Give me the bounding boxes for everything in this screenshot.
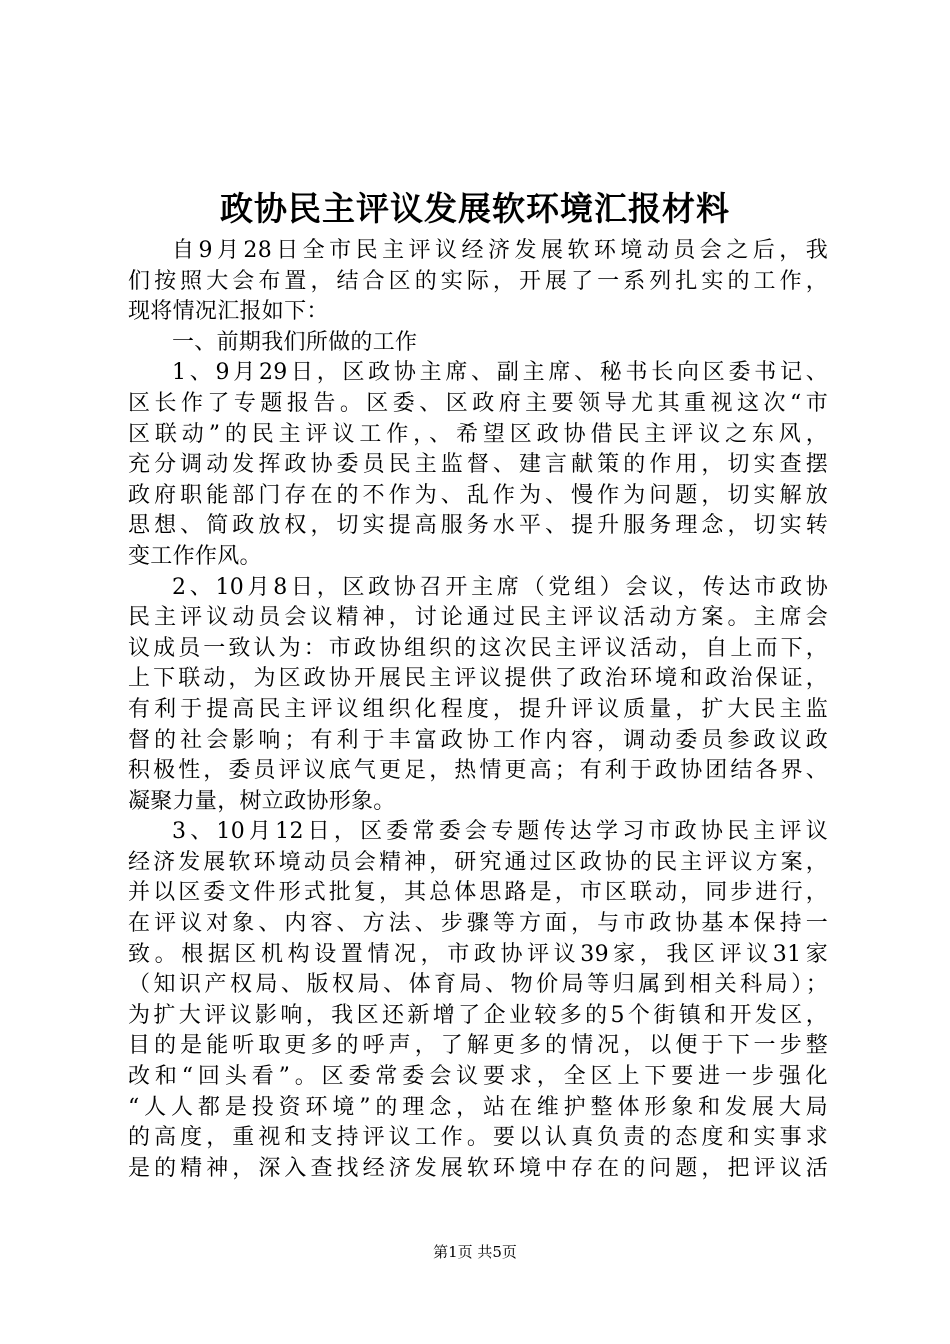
body-line: 一、前期我们所做的工作 (172, 329, 418, 355)
document-title: 政协民主评议发展软环境汇报材料 (220, 189, 730, 228)
document-body (128, 236, 828, 1184)
body-line: 为扩大评议影响，我区还新增了企业较多的5个街镇和开发区， (128, 1002, 828, 1028)
body-line: 凝聚力量，树立政协形象。 (128, 788, 396, 814)
body-line: 政府职能部门存在的不作为、乱作为、慢作为问题，切实解放 (128, 482, 828, 508)
body-line: 充分调动发挥政协委员民主监督、建言献策的作用，切实查摆 (128, 452, 828, 478)
body-line: 经济发展软环境动员会精神，研究通过区政协的民主评议方案， (128, 849, 828, 875)
body-line: 现将情况汇报如下： (128, 299, 329, 325)
body-line: 2、10月8日，区政协召开主席（党组）会议，传达市政协 (172, 574, 828, 600)
body-line: （知识产权局、版权局、体育局、物价局等归属到相关科局）； (128, 972, 828, 998)
body-line: 致。根据区机构设置情况，市政协评议39家，我区评议31家 (128, 941, 828, 967)
body-line: 的高度，重视和支持评议工作。要以认真负责的态度和实事求 (128, 1125, 828, 1151)
body-line: 变工作作风。 (128, 543, 262, 569)
body-line: 目的是能听取更多的呼声，了解更多的情况，以便于下一步整 (128, 1033, 828, 1059)
body-line: 自9月28日全市民主评议经济发展软环境动员会之后，我 (172, 238, 828, 263)
body-line: 在评议对象、内容、方法、步骤等方面，与市政协基本保持一 (128, 911, 828, 937)
body-line: 1、9月29日，区政协主席、副主席、秘书长向区委书记、 (172, 360, 828, 386)
body-line: 积极性，委员评议底气更足，热情更高；有利于政协团结各界、 (128, 758, 828, 784)
body-line: 区联动”的民主评议工作，、希望区政协借民主评议之东风， (128, 421, 828, 447)
body-line: 并以区委文件形式批复，其总体思路是，市区联动，同步进行， (128, 880, 828, 906)
body-line: 区长作了专题报告。区委、区政府主要领导尤其重视这次“市 (128, 390, 828, 416)
body-line: 民主评议动员会议精神，讨论通过民主评议活动方案。主席会 (128, 605, 828, 631)
body-line: 议成员一致认为：市政协组织的这次民主评议活动，自上而下， (128, 635, 828, 661)
body-line: “人人都是投资环境”的理念，站在维护整体形象和发展大局 (128, 1094, 828, 1120)
body-line: 们按照大会布置，结合区的实际，开展了一系列扎实的工作， (128, 268, 828, 294)
page-footer: 第1页 共5页 (433, 1243, 517, 1261)
body-line: 督的社会影响；有利于丰富政协工作内容，调动委员参政议政 (128, 727, 828, 753)
body-line: 改和“回头看”。区委常委会议要求，全区上下要进一步强化 (128, 1064, 828, 1090)
body-line: 上下联动，为区政协开展民主评议提供了政治环境和政治保证， (128, 666, 828, 692)
body-line: 3、10月12日，区委常委会专题传达学习市政协民主评议 (172, 819, 828, 845)
body-line: 思想、简政放权，切实提高服务水平、提升服务理念，切实转 (128, 513, 828, 539)
body-line: 有利于提高民主评议组织化程度，提升评议质量，扩大民主监 (128, 696, 828, 722)
body-line: 是的精神，深入查找经济发展软环境中存在的问题，把评议活 (128, 1155, 828, 1181)
